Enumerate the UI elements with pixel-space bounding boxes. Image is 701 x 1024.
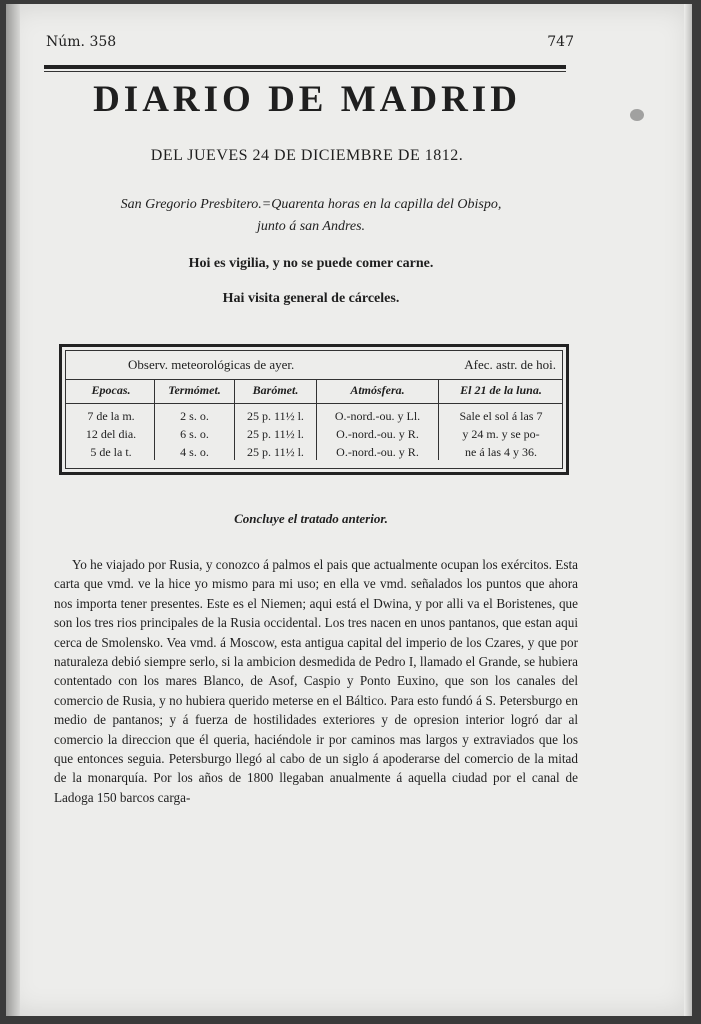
page-spine-shadow: [6, 4, 20, 1016]
cell-epoca: 5 de la t.: [90, 445, 132, 459]
newspaper-page: [6, 4, 692, 1016]
ink-smudge: [630, 109, 644, 121]
issue-number: Núm. 358: [46, 34, 117, 50]
dateline: DEL JUEVES 24 DE DICIEMBRE DE 1812.: [150, 147, 464, 164]
column-header-epocas: Epocas.: [91, 383, 131, 397]
cell-atmosfera: O.-nord.-ou. y Ll.: [334, 409, 421, 423]
cell-termometro: 6 s. o.: [180, 427, 209, 441]
meteorology-header: [66, 357, 562, 379]
page-edge-shadow: [684, 4, 692, 1016]
page-number: 747: [547, 34, 574, 50]
notice-vigilia: Hoi es vigilia, y no se puede comer carne.: [188, 256, 434, 271]
meteorology-title: Observ. meteorológicas de ayer.: [128, 357, 295, 372]
cell-epoca: 7 de la m.: [87, 409, 135, 423]
header-rule-thick: [44, 65, 566, 69]
meteorology-table-inner: [65, 350, 563, 469]
header-rule-thin: [44, 71, 566, 72]
cell-epoca: 12 del dia.: [85, 427, 137, 441]
column-header-barometro: Barómet.: [252, 383, 299, 397]
cell-atmosfera: O.-nord.-ou. y R.: [336, 445, 419, 459]
column-header-luna: El 21 de la luna.: [460, 383, 542, 397]
notice-carceles: Hai visita general de cárceles.: [222, 291, 400, 306]
table-rule-columns: [66, 403, 562, 404]
masthead-title: DIARIO DE MADRID: [93, 79, 521, 120]
table-rule-top: [66, 379, 562, 380]
cell-barometro: 25 p. 11½ l.: [247, 445, 304, 459]
cell-barometro: 25 p. 11½ l.: [247, 427, 304, 441]
column-header-termometro: Termómet.: [168, 383, 221, 397]
saint-line-2: junto á san Andres.: [256, 219, 366, 234]
column-header-atmosfera: Atmósfera.: [350, 383, 405, 397]
meteorology-table: [59, 344, 569, 475]
cell-termometro: 4 s. o.: [180, 445, 209, 459]
saint-of-day: [56, 194, 566, 238]
article-body: [54, 555, 578, 807]
cell-astronomy: ne á las 4 y 36.: [465, 445, 537, 459]
saint-line-1: San Gregorio Presbitero.=Quarenta horas en la capilla del Obispo,: [120, 197, 502, 212]
cell-atmosfera: O.-nord.-ou. y R.: [336, 427, 419, 441]
cell-astronomy: y 24 m. y se po-: [462, 427, 540, 441]
article-paragraph: Yo he viajado por Rusia, y conozco á palmos el pais que actualmente ocupan los exércitos. Esta carta que vmd. ve la hice yo mismo para mi uso; en ella ve vmd. señalados los puntos que ahora nos importa tener presentes. Este es el Niemen; aqui está el Dwina, y por alli va el Boristenes, que son los tres rios principales de la Rusia occidental. Los tres nacen en unos pantanos, que estan aqui cerca de Smolensko. Vea vmd. á Moscow, esta antigua capital del imperio de los Czares, y que por naturaleza debió siempre serlo, si la ambicion desmedida de Pedro I, llamado el Grande, se hubiera contentado con los mares Blanco, de Asof, Caspio y Ponto Euxino, que son los canales del comercio de Rusia, y no hubiera querido meterse en el Báltico. Para esto fundó á S. Petersburgo en medio de pantanos; y á fuerza de hostilidades exteriores y de opresion interior logró dar al comercio la direccion que él queria, haciéndole ir por caminos mas largos y extraviados que los que entonces seguia. Petersburgo llegó al cabo de un siglo á apoderarse del comercio de la mitad de la monarquía. Por los años de 1800 llegaban anualmente á aquella ciudad por el canal de Ladoga 150 barcos carga-: [54, 557, 578, 805]
astronomy-title: Afec. astr. de hoi.: [464, 357, 556, 372]
cell-astronomy: Sale el sol á las 7: [459, 409, 543, 423]
cell-termometro: 2 s. o.: [180, 409, 209, 423]
article-title: Concluye el tratado anterior.: [234, 511, 388, 526]
cell-barometro: 25 p. 11½ l.: [247, 409, 304, 423]
